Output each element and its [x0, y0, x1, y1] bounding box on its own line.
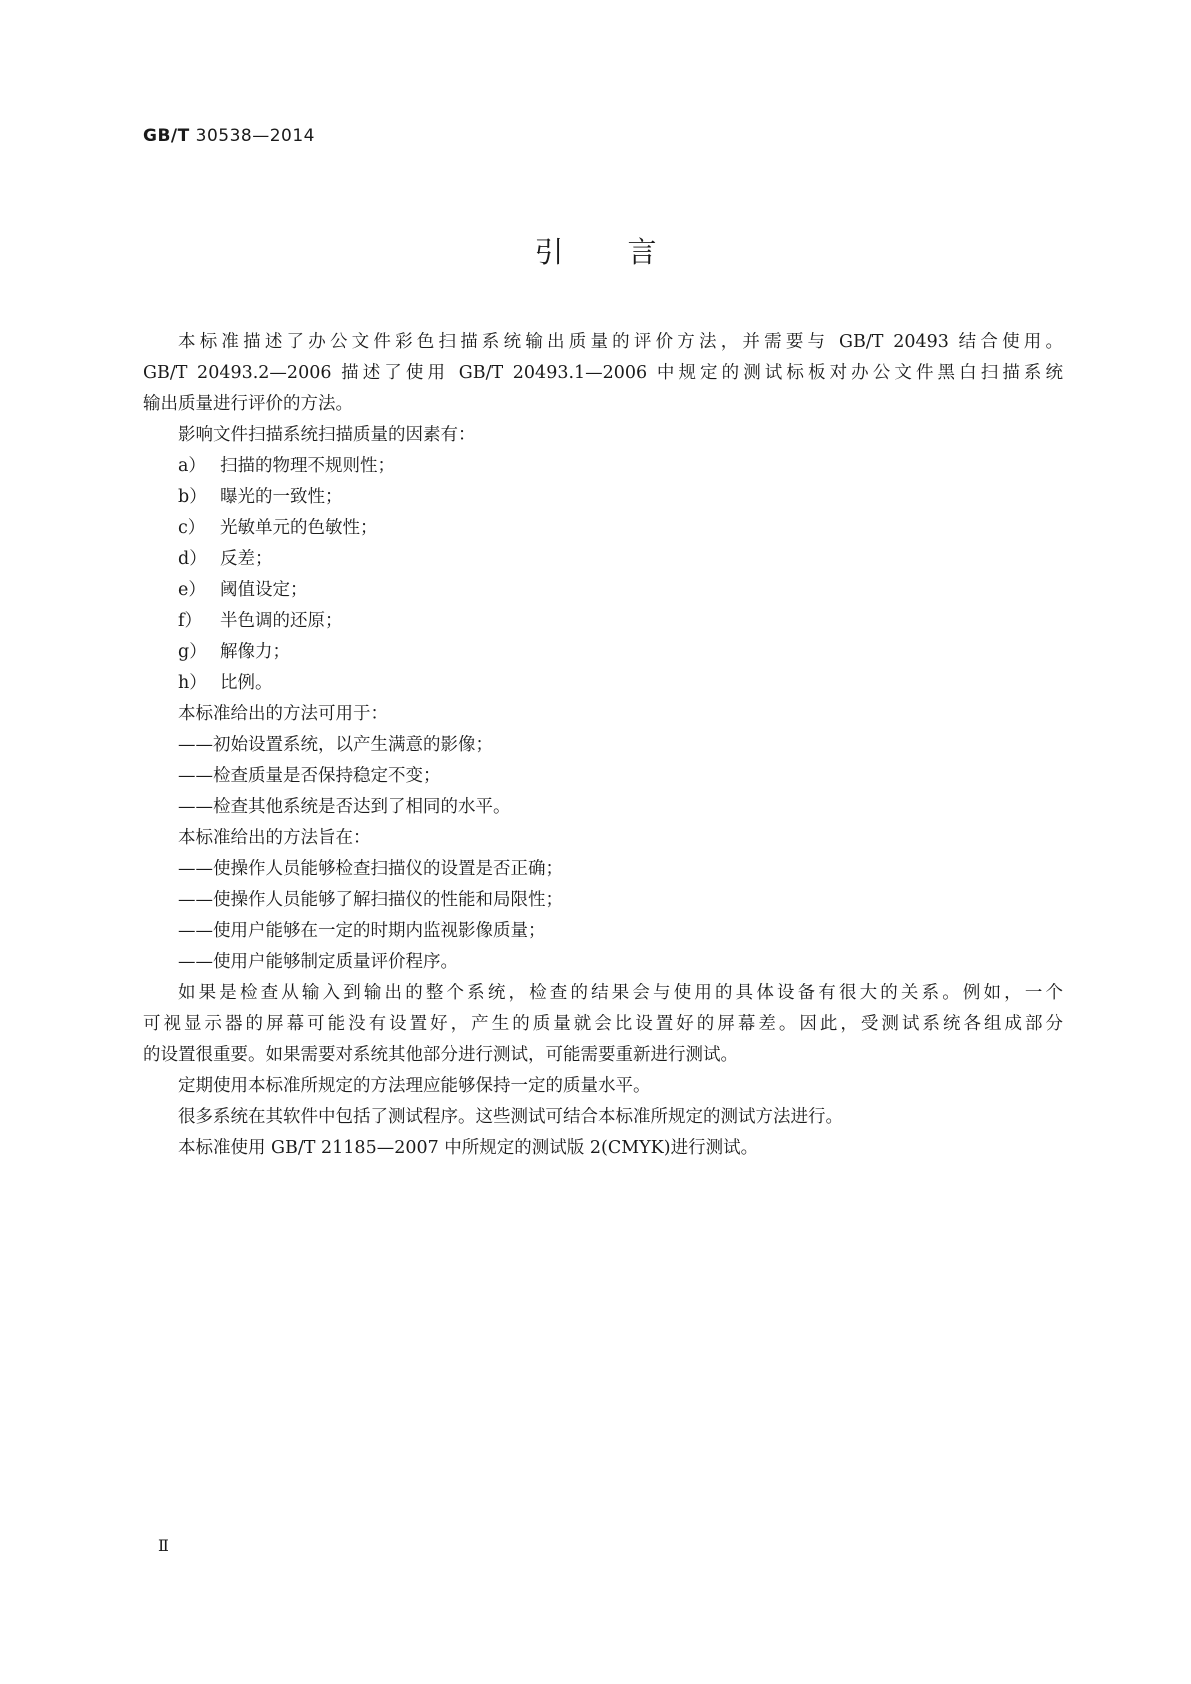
- list-marker: g）: [178, 642, 207, 662]
- paragraph-4: 本标准给出的方法旨在：: [178, 828, 371, 848]
- list-marker: f）: [178, 611, 202, 631]
- list-item: [143, 668, 1063, 699]
- list-text: 半色调的还原；: [220, 611, 343, 631]
- dash-list-item: ——初始设置系统，以产生满意的影像；: [178, 735, 493, 755]
- standard-code-prefix: GB/T: [143, 126, 190, 146]
- list-item: [143, 451, 1063, 482]
- factor-list: [143, 451, 1063, 699]
- paragraph-6: 定期使用本标准所规定的方法理应能够保持一定的质量水平。: [178, 1076, 651, 1096]
- paragraph-2: 影响文件扫描系统扫描质量的因素有：: [178, 425, 476, 445]
- list-item: [143, 513, 1063, 544]
- list-item: [143, 482, 1063, 513]
- dash-list-item: ——检查质量是否保持稳定不变；: [178, 766, 441, 786]
- paragraph-1-line-1: 本标准描述了办公文件彩色扫描系统输出质量的评价方法，并需要与 GB/T 20493 结合使用。: [178, 332, 1063, 352]
- uses-list: [143, 730, 1063, 823]
- paragraph-1-line-2: GB/T 20493.2—2006 描述了使用 GB/T 20493.1—2006 中规定的测试标板对办公文件黑白扫描系统: [143, 363, 1063, 383]
- list-marker: b）: [178, 487, 207, 507]
- list-text: 扫描的物理不规则性；: [220, 456, 395, 476]
- page-title: 引言: [534, 235, 721, 269]
- dash-list-item: ——使操作人员能够检查扫描仪的设置是否正确；: [178, 859, 563, 879]
- list-text: 阈值设定；: [220, 580, 308, 600]
- list-text: 反差；: [220, 549, 273, 569]
- list-text: 解像力；: [220, 642, 290, 662]
- page-number: Ⅱ: [158, 1536, 169, 1555]
- list-marker: c）: [178, 518, 206, 538]
- list-marker: h）: [178, 673, 207, 693]
- paragraph-8: 本标准使用 GB/T 21185—2007 中所规定的测试版 2(CMYK)进行测试。: [178, 1138, 759, 1158]
- paragraph-1-line-3: 输出质量进行评价的方法。: [143, 394, 353, 414]
- document-body: [143, 327, 1063, 1164]
- list-marker: d）: [178, 549, 207, 569]
- dash-list-item: ——使用户能够制定质量评价程序。: [178, 952, 458, 972]
- standard-code: [143, 126, 315, 146]
- list-marker: a）: [178, 456, 206, 476]
- aims-list: [143, 854, 1063, 978]
- paragraph-5-line-3: 的设置很重要。如果需要对系统其他部分进行测试，可能需要重新进行测试。: [143, 1045, 738, 1065]
- dash-list-item: ——使用户能够在一定的时期内监视影像质量；: [178, 921, 546, 941]
- dash-list-item: ——使操作人员能够了解扫描仪的性能和局限性；: [178, 890, 563, 910]
- list-item: [143, 606, 1063, 637]
- dash-list-item: ——检查其他系统是否达到了相同的水平。: [178, 797, 511, 817]
- paragraph-7: 很多系统在其软件中包括了测试程序。这些测试可结合本标准所规定的测试方法进行。: [178, 1107, 843, 1127]
- list-marker: e）: [178, 580, 206, 600]
- list-item: [143, 637, 1063, 668]
- list-text: 曝光的一致性；: [220, 487, 343, 507]
- paragraph-5-line-2: 可视显示器的屏幕可能没有设置好，产生的质量就会比设置好的屏幕差。因此，受测试系统各组成部分: [143, 1014, 1063, 1034]
- list-text: 光敏单元的色敏性；: [220, 518, 378, 538]
- list-item: [143, 575, 1063, 606]
- list-text: 比例。: [220, 673, 273, 693]
- list-item: [143, 544, 1063, 575]
- paragraph-3: 本标准给出的方法可用于：: [178, 704, 388, 724]
- standard-code-number: 30538—2014: [195, 126, 315, 146]
- paragraph-5-line-1: 如果是检查从输入到输出的整个系统，检查的结果会与使用的具体设备有很大的关系。例如，一个: [178, 983, 1063, 1003]
